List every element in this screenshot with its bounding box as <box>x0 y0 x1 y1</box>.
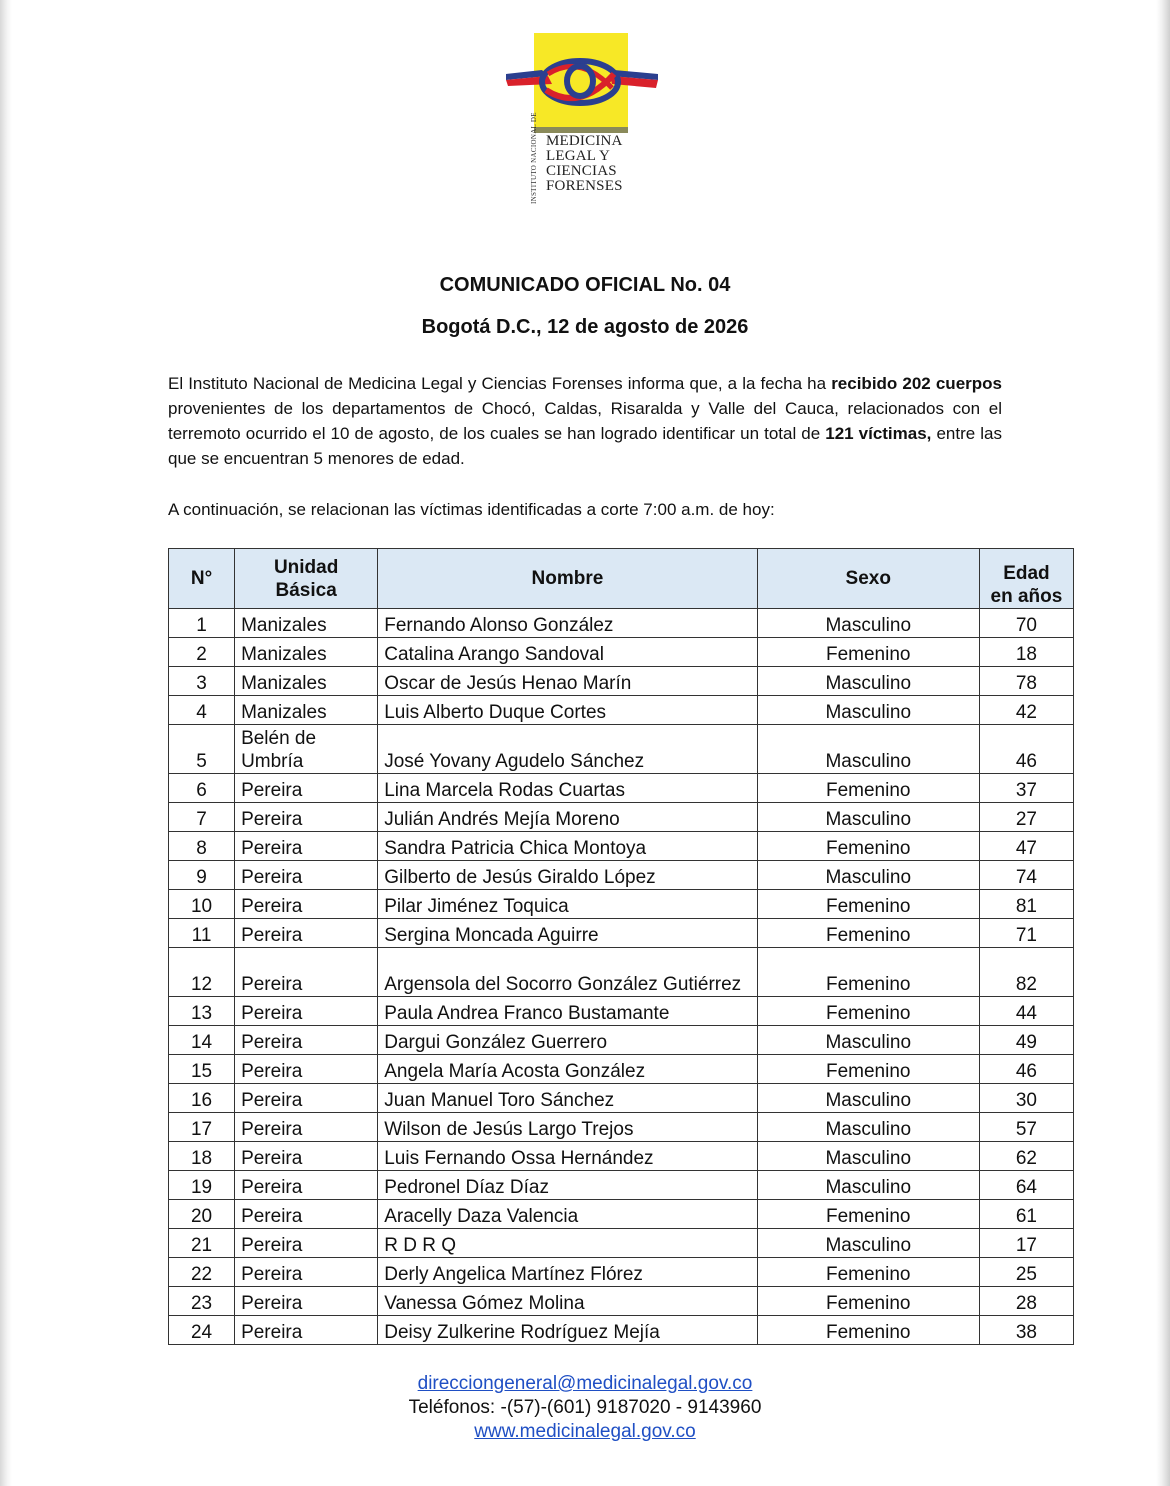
cell-nombre: Vanessa Gómez Molina <box>378 1287 757 1316</box>
cell-sexo: Masculino <box>757 1142 979 1171</box>
table-row <box>169 1316 1074 1345</box>
table-row <box>169 1287 1074 1316</box>
logo-wordmark <box>546 134 656 194</box>
cell-num: 3 <box>169 667 235 696</box>
cell-edad: 46 <box>979 725 1073 774</box>
cell-num: 9 <box>169 861 235 890</box>
logo-line-1: MEDICINA <box>546 133 623 149</box>
cell-nombre: Pedronel Díaz Díaz <box>378 1171 757 1200</box>
cell-edad: 30 <box>979 1084 1073 1113</box>
cell-num: 5 <box>169 725 235 774</box>
cell-num: 1 <box>169 609 235 638</box>
cell-nombre: Juan Manuel Toro Sánchez <box>378 1084 757 1113</box>
cell-sexo: Femenino <box>757 919 979 948</box>
cell-num: 11 <box>169 919 235 948</box>
cell-nombre: Pilar Jiménez Toquica <box>378 890 757 919</box>
table-header-row <box>169 549 1074 609</box>
cell-sexo: Masculino <box>757 609 979 638</box>
logo-eye-emblem <box>502 30 662 134</box>
table-row <box>169 803 1074 832</box>
phone-numbers: Teléfonos: -(57)-(601) 9187020 - 9143960 <box>408 1397 762 1418</box>
cell-num: 6 <box>169 774 235 803</box>
cell-nombre: R D R Q <box>378 1229 757 1258</box>
cell-nombre: Dargui González Guerrero <box>378 1026 757 1055</box>
cell-unidad: Pereira <box>235 1287 378 1316</box>
header-unidad-line-2: Básica <box>275 579 337 601</box>
cell-edad: 81 <box>979 890 1073 919</box>
cell-edad: 78 <box>979 667 1073 696</box>
intro-bold-2: 121 víctimas, <box>825 424 932 443</box>
intro-bold-1: recibido 202 cuerpos <box>831 374 1002 393</box>
cell-unidad: Pereira <box>235 1084 378 1113</box>
intro-paragraph <box>168 371 1002 471</box>
cell-num: 20 <box>169 1200 235 1229</box>
cell-sexo: Femenino <box>757 1287 979 1316</box>
cell-num: 7 <box>169 803 235 832</box>
cell-edad: 61 <box>979 1200 1073 1229</box>
cell-nombre: Wilson de Jesús Largo Trejos <box>378 1113 757 1142</box>
table-row <box>169 1084 1074 1113</box>
cell-edad: 37 <box>979 774 1073 803</box>
table-row <box>169 638 1074 667</box>
table-row <box>169 1258 1074 1287</box>
table-row <box>169 774 1074 803</box>
table-row <box>169 1026 1074 1055</box>
header-edad-line-2: en años <box>990 586 1063 607</box>
cell-num: 23 <box>169 1287 235 1316</box>
cell-num: 24 <box>169 1316 235 1345</box>
header-edad <box>979 549 1073 609</box>
cell-edad: 57 <box>979 1113 1073 1142</box>
cell-nombre: Angela María Acosta González <box>378 1055 757 1084</box>
table-row <box>169 832 1074 861</box>
cell-sexo: Femenino <box>757 997 979 1026</box>
cell-unidad: Pereira <box>235 803 378 832</box>
cell-nombre: Paula Andrea Franco Bustamante <box>378 997 757 1026</box>
header-sexo: Sexo <box>757 549 979 609</box>
cell-edad: 49 <box>979 1026 1073 1055</box>
cell-unidad: Pereira <box>235 1055 378 1084</box>
header-edad-line-1: Edad <box>1003 563 1050 584</box>
cell-nombre: Lina Marcela Rodas Cuartas <box>378 774 757 803</box>
table-lead-text: A continuación, se relacionan las víctimas identificadas a corte 7:00 a.m. de hoy: <box>168 500 775 519</box>
cell-sexo: Femenino <box>757 890 979 919</box>
table-row <box>169 1142 1074 1171</box>
cell-edad: 64 <box>979 1171 1073 1200</box>
cell-unidad: Pereira <box>235 1316 378 1345</box>
cell-sexo: Masculino <box>757 861 979 890</box>
cell-edad: 28 <box>979 1287 1073 1316</box>
cell-sexo: Masculino <box>757 1229 979 1258</box>
cell-edad: 71 <box>979 919 1073 948</box>
cell-unidad: Pereira <box>235 1113 378 1142</box>
table-row <box>169 997 1074 1026</box>
cell-sexo: Femenino <box>757 1258 979 1287</box>
cell-unidad: Pereira <box>235 948 378 997</box>
cell-unidad: Pereira <box>235 890 378 919</box>
table-row <box>169 1171 1074 1200</box>
cell-edad: 25 <box>979 1258 1073 1287</box>
cell-sexo: Masculino <box>757 667 979 696</box>
cell-sexo: Femenino <box>757 638 979 667</box>
cell-edad: 46 <box>979 1055 1073 1084</box>
cell-edad: 27 <box>979 803 1073 832</box>
header-nombre: Nombre <box>378 549 757 609</box>
cell-edad: 17 <box>979 1229 1073 1258</box>
cell-unidad: Manizales <box>235 667 378 696</box>
cell-sexo: Masculino <box>757 725 979 774</box>
header-unidad-line-1: Unidad <box>273 556 339 578</box>
cell-edad: 38 <box>979 1316 1073 1345</box>
cell-nombre: Deisy Zulkerine Rodríguez Mejía <box>378 1316 757 1345</box>
cell-sexo: Femenino <box>757 774 979 803</box>
cell-sexo: Femenino <box>757 948 979 997</box>
cell-sexo: Masculino <box>757 1113 979 1142</box>
cell-unidad: Manizales <box>235 609 378 638</box>
table-row <box>169 667 1074 696</box>
cell-edad: 70 <box>979 609 1073 638</box>
cell-num: 16 <box>169 1084 235 1113</box>
contact-footer <box>0 1372 1170 1444</box>
cell-edad: 82 <box>979 948 1073 997</box>
cell-sexo: Femenino <box>757 1316 979 1345</box>
cell-unidad: Pereira <box>235 1171 378 1200</box>
table-row <box>169 948 1074 997</box>
cell-unidad: Pereira <box>235 1026 378 1055</box>
document-date: Bogotá D.C., 12 de agosto de 2026 <box>421 316 749 338</box>
intro-text-2: provenientes de los departamentos de Chocó, Caldas, Risaralda y Valle del Cauca, relacionados con el terremoto ocurrido el 10 de agosto, de los cuales se han logrado identificar un total de <box>168 399 1002 443</box>
page-edge-shadow-left <box>0 0 12 1486</box>
table-row <box>169 890 1074 919</box>
cell-sexo: Masculino <box>757 696 979 725</box>
cell-nombre: Luis Alberto Duque Cortes <box>378 696 757 725</box>
table-row <box>169 1055 1074 1084</box>
cell-num: 15 <box>169 1055 235 1084</box>
cell-nombre: Aracelly Daza Valencia <box>378 1200 757 1229</box>
cell-edad: 62 <box>979 1142 1073 1171</box>
cell-nombre: Oscar de Jesús Henao Marín <box>378 667 757 696</box>
email-link[interactable]: direcciongeneral@medicinalegal.gov.co <box>417 1373 753 1394</box>
cell-num: 19 <box>169 1171 235 1200</box>
victims-table <box>168 548 1074 1345</box>
cell-sexo: Femenino <box>757 1200 979 1229</box>
cell-sexo: Masculino <box>757 1084 979 1113</box>
cell-edad: 74 <box>979 861 1073 890</box>
table-row <box>169 1200 1074 1229</box>
cell-sexo: Masculino <box>757 803 979 832</box>
table-row <box>169 1229 1074 1258</box>
logo-line-4: FORENSES <box>546 178 623 194</box>
cell-num: 17 <box>169 1113 235 1142</box>
logo-line-3: CIENCIAS <box>546 163 617 179</box>
cell-unidad: Manizales <box>235 696 378 725</box>
cell-nombre: Argensola del Socorro González Gutiérrez <box>378 948 757 997</box>
intro-text-3: entre las que se encuentran 5 menores de edad. <box>168 424 1002 468</box>
intro-text-1: El Instituto Nacional de Medicina Legal y Ciencias Forenses informa que, a la fecha ha <box>168 374 832 393</box>
cell-unidad: Pereira <box>235 1229 378 1258</box>
cell-edad: 47 <box>979 832 1073 861</box>
cell-unidad: Pereira <box>235 774 378 803</box>
table-row <box>169 919 1074 948</box>
cell-num: 13 <box>169 997 235 1026</box>
cell-unidad: Belén de Umbría <box>235 725 378 774</box>
cell-unidad: Pereira <box>235 1200 378 1229</box>
cell-sexo: Masculino <box>757 1026 979 1055</box>
header-unidad <box>235 549 378 609</box>
table-row <box>169 696 1074 725</box>
cell-nombre: Gilberto de Jesús Giraldo López <box>378 861 757 890</box>
cell-unidad: Pereira <box>235 861 378 890</box>
cell-nombre: Sandra Patricia Chica Montoya <box>378 832 757 861</box>
table-row <box>169 1113 1074 1142</box>
cell-unidad: Pereira <box>235 1258 378 1287</box>
header-num: N° <box>169 549 235 609</box>
cell-unidad: Pereira <box>235 832 378 861</box>
logo-line-2: LEGAL Y <box>546 148 611 164</box>
cell-nombre: Derly Angelica Martínez Flórez <box>378 1258 757 1287</box>
cell-edad: 44 <box>979 997 1073 1026</box>
table-row <box>169 609 1074 638</box>
logo-vertical-label: INSTITUTO NACIONAL DE <box>530 112 538 204</box>
cell-nombre: José Yovany Agudelo Sánchez <box>378 725 757 774</box>
institute-logo <box>502 30 662 210</box>
page-edge-shadow-right <box>1156 0 1170 1486</box>
cell-num: 21 <box>169 1229 235 1258</box>
cell-unidad: Pereira <box>235 1142 378 1171</box>
cell-num: 22 <box>169 1258 235 1287</box>
cell-sexo: Femenino <box>757 1055 979 1084</box>
cell-nombre: Julián Andrés Mejía Moreno <box>378 803 757 832</box>
cell-unidad: Pereira <box>235 997 378 1026</box>
cell-nombre: Sergina Moncada Aguirre <box>378 919 757 948</box>
victims-table-body <box>169 609 1074 1345</box>
cell-sexo: Femenino <box>757 832 979 861</box>
website-link[interactable]: www.medicinalegal.gov.co <box>474 1421 696 1442</box>
cell-nombre: Fernando Alonso González <box>378 609 757 638</box>
cell-nombre: Luis Fernando Ossa Hernández <box>378 1142 757 1171</box>
cell-num: 8 <box>169 832 235 861</box>
cell-edad: 42 <box>979 696 1073 725</box>
table-row <box>169 861 1074 890</box>
cell-num: 12 <box>169 948 235 997</box>
cell-num: 2 <box>169 638 235 667</box>
table-row <box>169 725 1074 774</box>
cell-num: 18 <box>169 1142 235 1171</box>
cell-num: 10 <box>169 890 235 919</box>
cell-nombre: Catalina Arango Sandoval <box>378 638 757 667</box>
cell-edad: 18 <box>979 638 1073 667</box>
logo-vertical-text <box>530 112 546 204</box>
cell-sexo: Masculino <box>757 1171 979 1200</box>
document-title: COMUNICADO OFICIAL No. 04 <box>439 274 731 296</box>
cell-unidad: Manizales <box>235 638 378 667</box>
cell-unidad: Pereira <box>235 919 378 948</box>
cell-num: 4 <box>169 696 235 725</box>
cell-num: 14 <box>169 1026 235 1055</box>
